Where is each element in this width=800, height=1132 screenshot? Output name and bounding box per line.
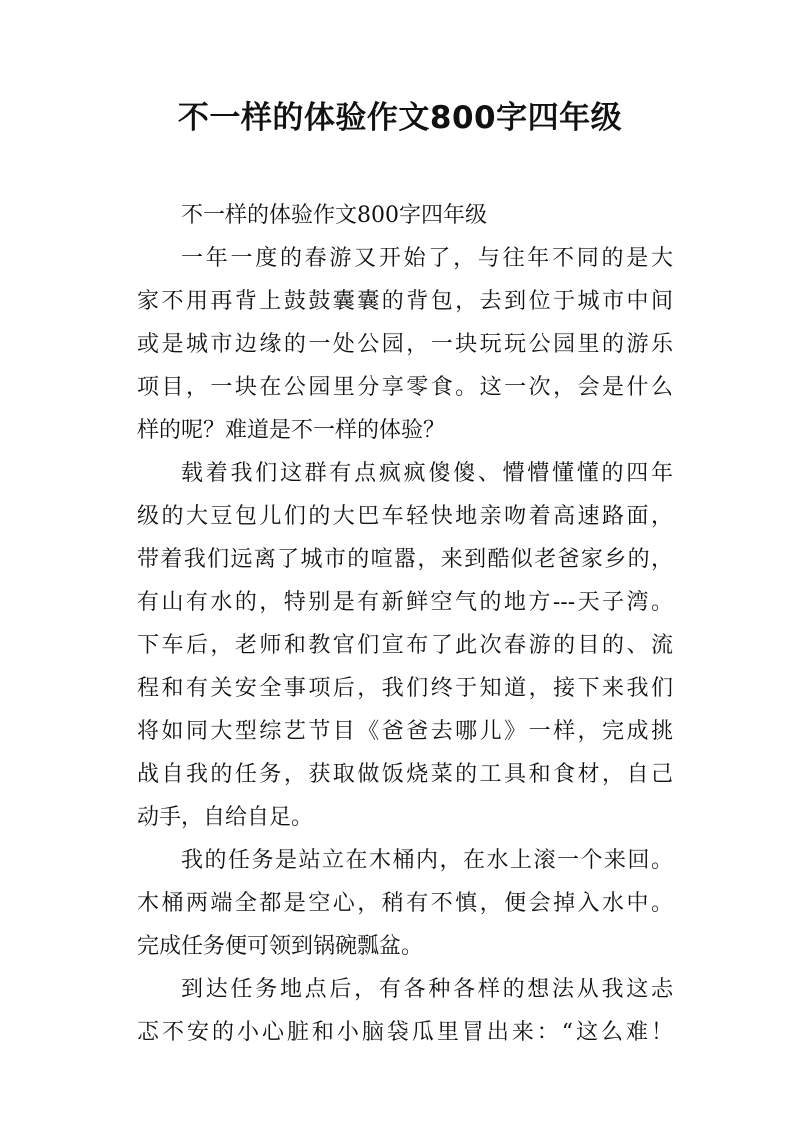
text-line: 一年一度的春游又开始了，与往年不同的是大 — [181, 246, 673, 271]
text-line: 程和有关安全事项后，我们终于知道，接下来我们 — [137, 676, 673, 701]
text-line: 带着我们远离了城市的喧嚣，来到酷似老爸家乡的， — [137, 547, 673, 572]
text-line: 到达任务地点后，有各种各样的想法从我这忐 — [181, 977, 673, 1002]
text-line: 下车后，老师和教官们宣布了此次春游的目的、流 — [137, 633, 673, 658]
text-line: 载着我们这群有点疯疯傻傻、懵懵懂懂的四年 — [181, 461, 673, 486]
text-line: 我的任务是站立在木桶内，在水上滚一个来回。 — [181, 848, 673, 873]
text-line: 样的呢？难道是不一样的体验？ — [137, 418, 446, 443]
text-line: 木桶两端全都是空心，稍有不慎，便会掉入水中。 — [137, 891, 673, 916]
text-line: 家不用再背上鼓鼓囊囊的背包，去到位于城市中间 — [137, 289, 673, 314]
article-body — [137, 194, 673, 1054]
text-line: 或是城市边缘的一处公园，一块玩玩公园里的游乐 — [137, 332, 673, 357]
text-line: 忑不安的小心脏和小脑袋瓜里冒出来：“这么难！ — [137, 1020, 673, 1045]
text-line: 项目，一块在公园里分享零食。这一次，会是什么 — [137, 375, 673, 400]
text-line: 有山有水的，特别是有新鲜空气的地方---天子湾。 — [137, 590, 673, 615]
text-line: 动手，自给自足。 — [137, 805, 314, 830]
text-line: 将如同大型综艺节目《爸爸去哪儿》一样，完成挑 — [137, 719, 673, 744]
text-line: 级的大豆包儿们的大巴车轻快地亲吻着高速路面， — [137, 504, 673, 529]
page-title: 不一样的体验作文800字四年级 — [177, 100, 623, 136]
text-line: 完成任务便可领到锅碗瓢盆。 — [137, 934, 424, 959]
text-line: 战自我的任务，获取做饭烧菜的工具和食材，自己 — [137, 762, 673, 787]
text-line-subtitle: 不一样的体验作文800字四年级 — [181, 203, 487, 228]
